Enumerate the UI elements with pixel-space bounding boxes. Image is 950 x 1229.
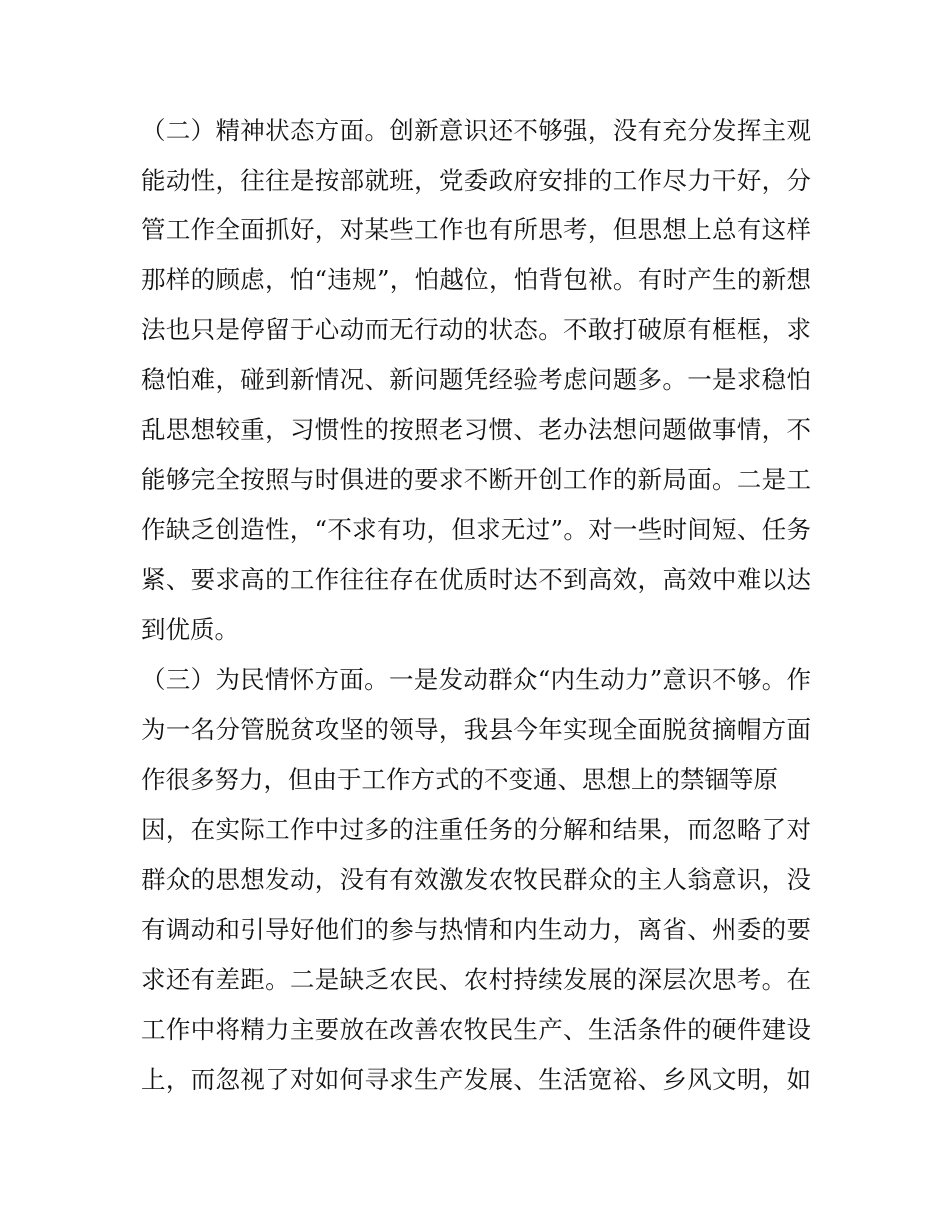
paragraph-3-line-1: （三）为民情怀方面。一是发动群众“内生动力”意识不够。作 — [141, 665, 811, 694]
paragraph-2-line-4: 那样的顾虑，怕“违规”，怕越位，怕背包袱。有时产生的新想 — [141, 265, 811, 294]
paragraph-2-line-10: 紧、要求高的工作往往存在优质时达不到高效，高效中难以达 — [141, 565, 811, 594]
paragraph-2-line-5: 法也只是停留于心动而无行动的状态。不敢打破原有框框，求 — [141, 315, 811, 344]
paragraph-3-line-5: 群众的思想发动，没有有效激发农牧民群众的主人翁意识，没 — [141, 865, 811, 894]
paragraph-3-line-9: 上，而忽视了对如何寻求生产发展、生活宽裕、乡风文明，如 — [141, 1065, 811, 1094]
paragraph-3-line-4: 因，在实际工作中过多的注重任务的分解和结果，而忽略了对 — [141, 815, 811, 844]
paragraph-3-line-6: 有调动和引导好他们的参与热情和内生动力，离省、州委的要 — [141, 915, 811, 944]
paragraph-3-line-7: 求还有差距。二是缺乏农民、农村持续发展的深层次思考。在 — [141, 965, 811, 994]
paragraph-2-line-6: 稳怕难，碰到新情况、新问题凭经验考虑问题多。一是求稳怕 — [141, 365, 811, 394]
paragraph-3-line-2: 为一名分管脱贫攻坚的领导，我县今年实现全面脱贫摘帽方面 — [141, 715, 811, 744]
paragraph-2-line-3: 管工作全面抓好，对某些工作也有所思考，但思想上总有这样 — [141, 215, 811, 244]
paragraph-2-line-11: 到优质。 — [141, 615, 239, 644]
paragraph-3-line-8: 工作中将精力主要放在改善农牧民生产、生活条件的硬件建设 — [141, 1015, 811, 1044]
paragraph-2-line-1: （二）精神状态方面。创新意识还不够强，没有充分发挥主观 — [141, 116, 811, 145]
paragraph-2-line-7: 乱思想较重，习惯性的按照老习惯、老办法想问题做事情，不 — [141, 415, 811, 444]
paragraph-2-line-2: 能动性，往往是按部就班，党委政府安排的工作尽力干好，分 — [141, 166, 811, 195]
paragraph-2-line-8: 能够完全按照与时俱进的要求不断开创工作的新局面。二是工 — [141, 465, 811, 494]
paragraph-2-line-9: 作缺乏创造性，“不求有功，但求无过”。对一些时间短、任务 — [141, 515, 811, 544]
paragraph-3-line-3: 作很多努力，但由于工作方式的不变通、思想上的禁锢等原 — [141, 765, 778, 794]
